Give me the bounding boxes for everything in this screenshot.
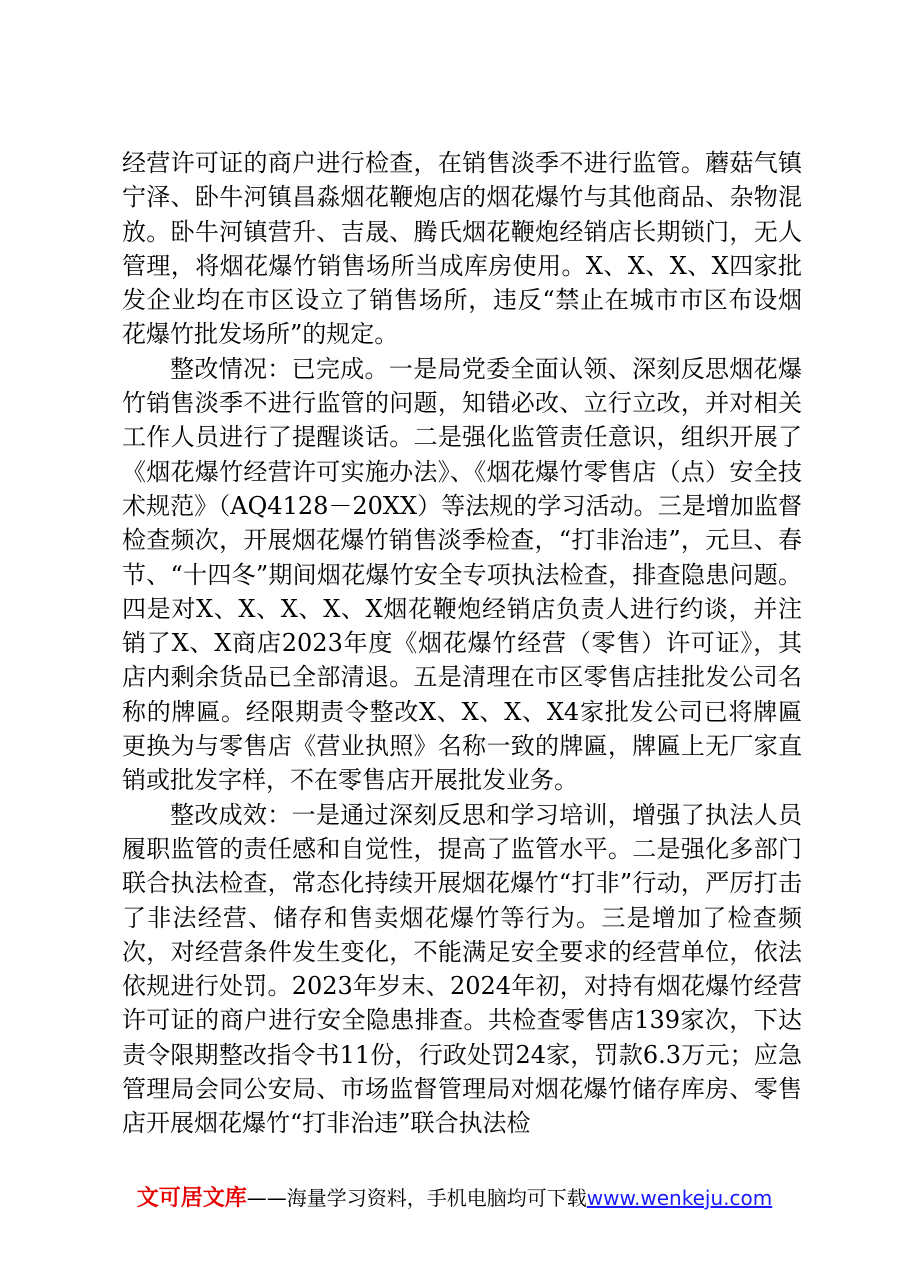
paragraph-rectification-results: 整改成效：一是通过深刻反思和学习培训，增强了执法人员履职监管的责任感和自觉性，提高了监管水平。二是强化多部门联合执法检查，常态化持续开展烟花爆竹“打非”行动，严厉打击了非法经营、储存和售卖烟花爆竹等行为。三是增加了检查频次，对经营条件发生变化，不能满足安全要求的经营单位，依法依规进行处罚。2023年岁末、2024年初，对持有烟花爆竹经营许可证的商户进行安全隐患排查。共检查零售店139家次，下达责令限期整改指令书11份，行政处罚24家，罚款6.3万元；应急管理局会同公安局、市场监督管理局对烟花爆竹储存库房、零售店开展烟花爆竹“打非治违”联合执法检 [122, 800, 802, 1138]
footer-link[interactable]: www.wenkeju.com [586, 1186, 773, 1210]
footer-brand: 文可居文库 [136, 1186, 247, 1211]
paragraph-continued: 经营许可证的商户进行检查，在销售淡季不进行监管。蘑菇气镇宁泽、卧牛河镇昌淼烟花鞭炮店的烟花爆竹与其他商品、杂物混放。卧牛河镇营升、吉晟、腾氏烟花鞭炮经销店长期锁门，无人管理，将烟花爆竹销售场所当成库房使用。X、X、X、X四家批发企业均在市区设立了销售场所，违反“禁止在城市市区布设烟花爆竹批发场所”的规定。 [122, 149, 802, 349]
document-body [122, 146, 802, 1141]
footer-banner [0, 1181, 909, 1212]
paragraph-rectification-status: 整改情况：已完成。一是局党委全面认领、深刻反思烟花爆竹销售淡季不进行监管的问题，知错必改、立行立改，并对相关工作人员进行了提醒谈话。二是强化监管责任意识，组织开展了《烟花爆竹经营许可实施办法》、《烟花爆竹零售店（点）安全技术规范》（AQ4128－20XX）等法规的学习活动。三是增加监督检查频次，开展烟花爆竹销售淡季检查，“打非治违”，元旦、春节、“十四冬”期间烟花爆竹安全专项执法检查，排查隐患问题。四是对X、X、X、X、X烟花鞭炮经销店负责人进行约谈，并注销了X、X商店2023年度《烟花爆竹经营（零售）许可证》，其店内剩余货品已全部清退。五是清理在市区零售店挂批发公司名称的牌匾。经限期责令整改X、X、X、X4家批发公司已将牌匾更换为与零售店《营业执照》名称一致的牌匾，牌匾上无厂家直销或批发字样，不在零售店开展批发业务。 [122, 354, 802, 795]
footer-slogan: ——海量学习资料，手机电脑均可下载 [246, 1186, 587, 1210]
